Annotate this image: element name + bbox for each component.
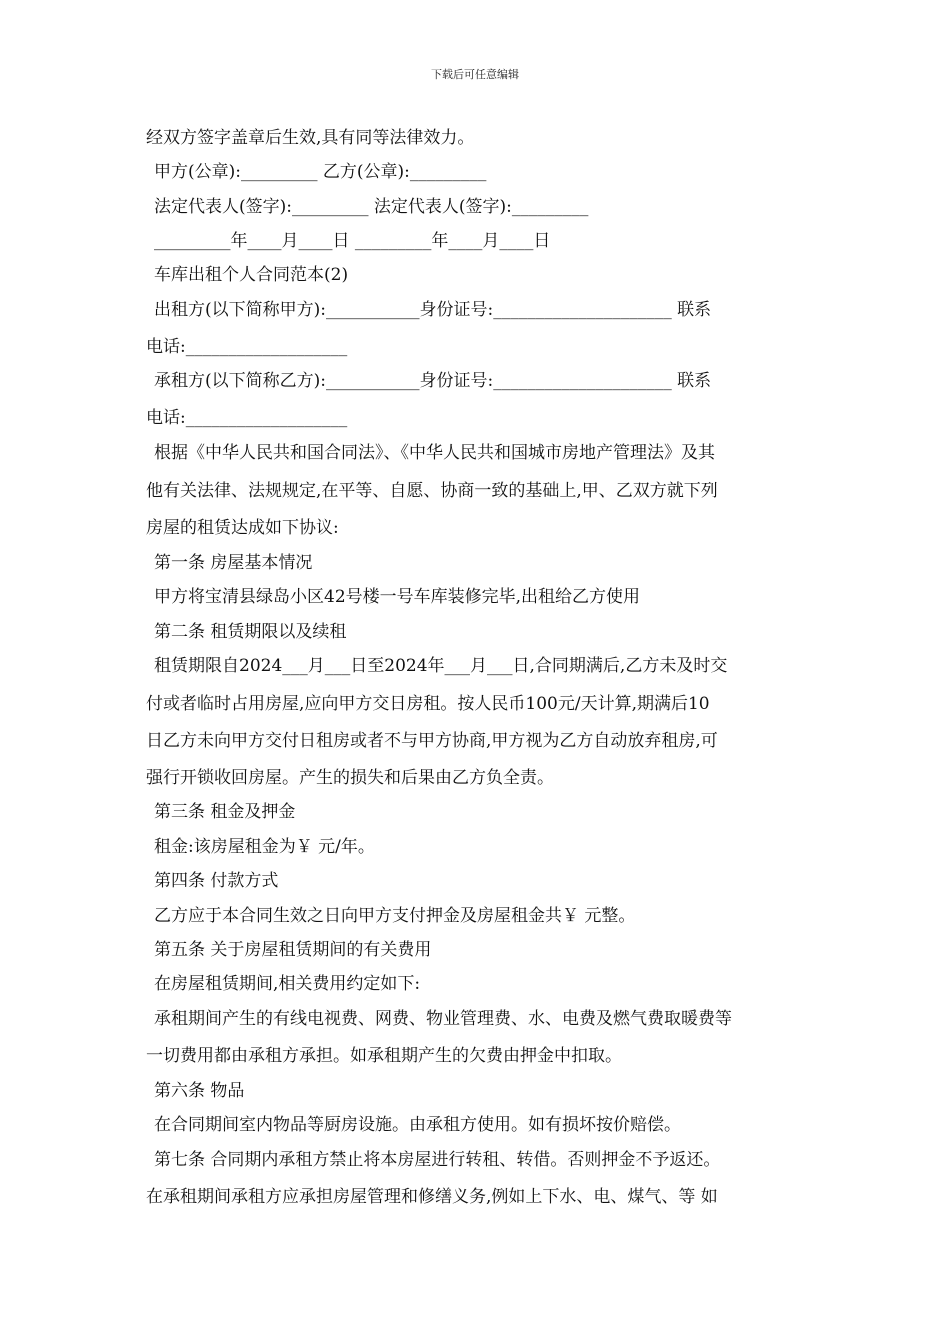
text-line: 甲方将宝清县绿岛小区42号楼一号车库装修完毕,出租给乙方使用 (154, 587, 641, 607)
text-line: 在房屋租赁期间,相关费用约定如下: (154, 974, 421, 994)
article-heading: 第六条 物品 (154, 1081, 245, 1101)
text-line: 日乙方未向甲方交付日租房或者不与甲方协商,甲方视为乙方自动放弃租房,可 (146, 731, 718, 751)
article-heading: 第四条 付款方式 (154, 871, 279, 891)
text-line: 甲方(公章):_________ 乙方(公章):_________ (154, 162, 487, 182)
text-line: 他有关法律、法规规定,在平等、自愿、协商一致的基础上,甲、乙双方就下列 (146, 481, 718, 501)
text-line: 承租期间产生的有线电视费、网费、物业管理费、水、电费及燃气费取暖费等 (154, 1009, 732, 1029)
text-line: 法定代表人(签字):_________ 法定代表人(签字):_________ (154, 197, 589, 217)
section-title: 车库出租个人合同范本(2) (154, 265, 349, 285)
text-line: 在承租期间承租方应承担房屋管理和修缮义务,例如上下水、电、煤气、等 如 (146, 1187, 718, 1207)
text-line: 经双方签字盖章后生效,具有同等法律效力。 (146, 128, 475, 148)
text-line: 租金:该房屋租金为￥ 元/年。 (154, 837, 375, 857)
article-heading: 第二条 租赁期限以及续租 (154, 622, 347, 642)
text-line: 第七条 合同期内承租方禁止将本房屋进行转租、转借。否则押金不予返还。 (154, 1150, 721, 1170)
text-line: 强行开锁收回房屋。产生的损失和后果由乙方负全责。 (146, 768, 554, 788)
text-line: 租赁期限自2024___月___日至2024年___月___日,合同期满后,乙方未及时交 (154, 656, 728, 676)
text-line: 在合同期间室内物品等厨房设施。由承租方使用。如有损坏按价赔偿。 (154, 1115, 681, 1135)
text-line: 电话:___________________ (146, 408, 348, 428)
text-line: 房屋的租赁达成如下协议: (146, 518, 339, 538)
text-line: 电话:___________________ (146, 337, 348, 357)
text-line: 付或者临时占用房屋,应向甲方交日房租。按人民币100元/天计算,期满后10 (146, 694, 710, 714)
text-line: _________年____月____日 _________年____月____日 (154, 231, 551, 251)
text-line: 承租方(以下简称乙方):___________身份证号:_____________________ 联系 (154, 371, 712, 391)
text-line: 一切费用都由承租方承担。如承租期产生的欠费由押金中扣取。 (146, 1046, 622, 1066)
text-line: 出租方(以下简称甲方):___________身份证号:_____________________ 联系 (154, 300, 712, 320)
article-heading: 第五条 关于房屋租赁期间的有关费用 (154, 940, 432, 960)
text-line: 根据《中华人民共和国合同法》、《中华人民共和国城市房地产管理法》及其 (154, 443, 715, 463)
article-heading: 第三条 租金及押金 (154, 802, 296, 822)
article-heading: 第一条 房屋基本情况 (154, 553, 313, 573)
text-line: 乙方应于本合同生效之日向甲方支付押金及房屋租金共￥ 元整。 (154, 906, 636, 926)
page-header: 下载后可任意编辑 (431, 68, 519, 81)
